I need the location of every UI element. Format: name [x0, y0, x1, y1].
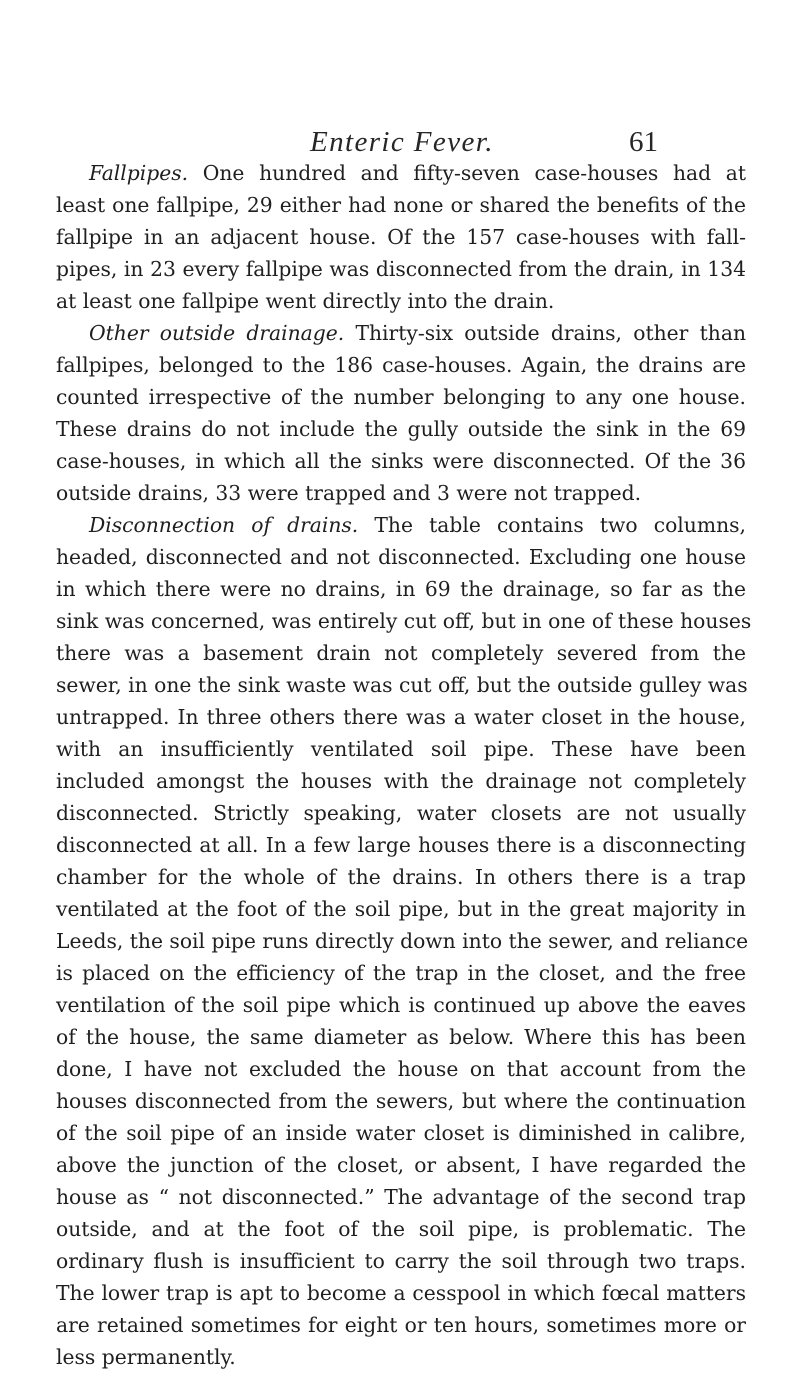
line-text: Thirty-six outside drains, other than [344, 321, 747, 345]
text-line: counted irrespective of the number belonging to any one house. [56, 385, 746, 409]
text-line: outside drains, 33 were trapped and 3 were not trapped. [56, 481, 642, 505]
text-line: disconnected at all. In a few large houses there is a disconnecting [56, 833, 746, 857]
text-line: less permanently. [56, 1345, 236, 1369]
text-line: in which there were no drains, in 69 the drainage, so far as the [56, 577, 746, 601]
text-line: are retained sometimes for eight or ten hours, sometimes more or [56, 1313, 746, 1337]
body-text [56, 157, 752, 1373]
text-line: with an insufficiently ventilated soil pipe. These have been [56, 737, 746, 761]
text-line: disconnected. Strictly speaking, water closets are not usually [56, 801, 746, 825]
paragraph-other-outside-drainage [56, 317, 746, 509]
text-line: of the soil pipe of an inside water closet is diminished in calibre, [56, 1121, 746, 1145]
text-line: ventilated at the foot of the soil pipe, but in the great majority in [56, 897, 746, 921]
text-line: fallpipes, belonged to the 186 case-houses. Again, the drains are [56, 353, 746, 377]
text-line: pipes, in 23 every fallpipe was disconnected from the drain, in 134 [56, 257, 746, 281]
text-line: there was a basement drain not completely severed from the [56, 641, 746, 665]
paragraph-lead: Disconnection of drains. [89, 513, 359, 537]
text-line: house as “ not disconnected.” The advantage of the second trap [56, 1185, 746, 1209]
paragraph-disconnection-of-drains [56, 509, 752, 1373]
text-line: ventilation of the soil pipe which is continued up above the eaves [56, 993, 746, 1017]
text-line: The lower trap is apt to become a cesspool in which fœcal matters [56, 1281, 746, 1305]
text-line [56, 509, 746, 541]
text-line: headed, disconnected and not disconnected. Excluding one house [56, 545, 746, 569]
text-line: of the house, the same diameter as below. Where this has been [56, 1025, 746, 1049]
text-line: included amongst the houses with the drainage not completely [56, 769, 746, 793]
text-line: is placed on the efficiency of the trap in the closet, and the free [56, 961, 746, 985]
running-title: Enteric Fever. [310, 126, 494, 158]
text-line: sewer, in one the sink waste was cut off, but the outside gulley was [56, 673, 748, 697]
text-line: houses disconnected from the sewers, but where the continuation [56, 1089, 746, 1113]
text-line: chamber for the whole of the drains. In others there is a trap [56, 865, 746, 889]
text-line: case-houses, in which all the sinks were disconnected. Of the 36 [56, 449, 746, 473]
text-line: fallpipe in an adjacent house. Of the 157 case-houses with fall- [56, 225, 746, 249]
text-line: outside, and at the foot of the soil pipe, is problematic. The [56, 1217, 746, 1241]
text-line: at least one fallpipe went directly into the drain. [56, 289, 555, 313]
paragraph-lead: Fallpipes. [89, 161, 189, 185]
text-line: done, I have not excluded the house on that account from the [56, 1057, 746, 1081]
text-line: above the junction of the closet, or absent, I have regarded the [56, 1153, 746, 1177]
text-line [56, 317, 746, 349]
paragraph-fallpipes [56, 157, 746, 317]
text-line: Leeds, the soil pipe runs directly down into the sewer, and reliance [56, 929, 749, 953]
text-line: untrapped. In three others there was a water closet in the house, [56, 705, 746, 729]
paragraph-lead: Other outside drainage. [89, 321, 345, 345]
text-line [56, 157, 746, 189]
line-text: The table contains two columns, [358, 513, 747, 537]
text-line: sink was concerned, was entirely cut off, but in one of these houses [56, 609, 752, 633]
text-line: least one fallpipe, 29 either had none or shared the benefits of the [56, 193, 746, 217]
line-text: One hundred and fifty-seven case-houses had at [188, 161, 746, 185]
text-line: These drains do not include the gully outside the sink in the 69 [56, 417, 746, 441]
page-number: 61 [629, 126, 658, 158]
text-line: ordinary flush is insufficient to carry the soil through two traps. [56, 1249, 746, 1273]
